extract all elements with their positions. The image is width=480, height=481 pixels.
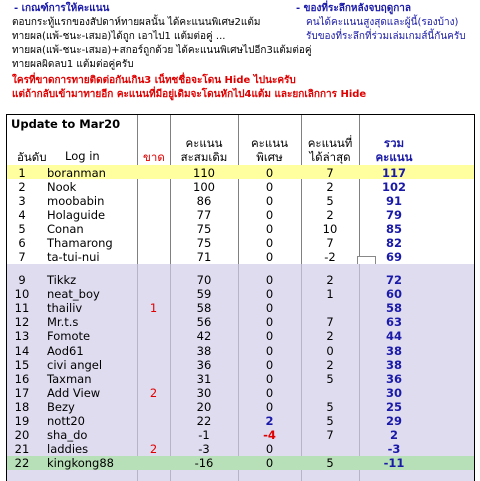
cell-base: -3 — [198, 442, 210, 457]
cell-rank: 10 — [14, 287, 30, 302]
cell-best: 5 — [326, 456, 334, 471]
cell-login: neat_boy — [47, 287, 100, 302]
cell-login: moobabin — [47, 194, 105, 208]
cell-base: 77 — [196, 208, 212, 222]
cell-base: 110 — [193, 166, 215, 180]
cell-total: 72 — [385, 273, 402, 287]
souvenir-line: คนได้คะแนนสูงสุดและผู้นี้(รองบ้าง) — [306, 17, 459, 28]
cell-total: 44 — [385, 329, 402, 344]
cell-best: 5 — [326, 414, 334, 428]
cell-bonus: 0 — [265, 315, 274, 330]
cell-base: 20 — [196, 399, 212, 414]
cell-rank: 3 — [18, 194, 26, 208]
criteria-line: ทายผล(แพ้-ชนะ-เสมอ)ได้ถูก เอาไป1 แต้มต่อคู่ ... — [12, 31, 226, 42]
cell-base: 71 — [196, 250, 212, 264]
cell-rank: 1 — [18, 166, 26, 180]
cell-rank: 4 — [18, 208, 26, 222]
cell-total: 82 — [385, 236, 402, 250]
cell-rank: 12 — [14, 315, 30, 330]
cell-total: 79 — [385, 208, 402, 222]
criteria-line: ทายผล(แพ้-ชนะ-เสมอ)+สกอร์ถูกด้วย ได้คะแนนพิเศษไปอีก3แต้มต่อคู่ — [12, 45, 312, 56]
cell-login: Add View — [47, 385, 101, 400]
cell-best: 7 — [326, 166, 334, 180]
cell-login: ta-tui-nui — [47, 250, 100, 264]
cell-total: 36 — [385, 371, 402, 386]
score-table-top — [6, 114, 475, 266]
cell-rank: 6 — [18, 236, 26, 250]
cell-total: 30 — [385, 385, 402, 400]
cell-rank: 17 — [14, 385, 30, 400]
cell-bonus: 2 — [265, 414, 274, 428]
warning-line: ใครที่ขาดการทายติดต่อกันเกิน3 เน็ทชชื่อจะโดน Hide ไปนะครับ — [12, 75, 296, 86]
header-login: Log in — [65, 149, 100, 163]
cell-total: 38 — [385, 357, 402, 372]
cell-login: laddies — [47, 442, 89, 457]
cell-login: Bezy — [47, 399, 75, 414]
cell-best: 5 — [326, 399, 334, 414]
header-missed: ขาด — [143, 150, 165, 164]
cell-bonus: 0 — [265, 222, 274, 236]
cell-login: thailiv — [47, 301, 83, 316]
header-base-bot: สะสมเดิม — [180, 150, 228, 164]
cell-bonus: 0 — [265, 208, 274, 222]
cell-rank: 9 — [18, 273, 26, 287]
cell-base: 58 — [196, 301, 212, 316]
cell-base: 59 — [196, 287, 212, 302]
header-bonus-top: คะแนน — [250, 136, 288, 150]
cell-bonus: 0 — [265, 385, 274, 400]
cell-total: -3 — [387, 442, 401, 457]
cell-base: 70 — [196, 273, 212, 287]
cell-missed: 1 — [149, 301, 158, 316]
cell-bonus: 0 — [265, 456, 274, 471]
notes-panel — [0, 0, 480, 112]
cell-base: 75 — [196, 236, 212, 250]
cell-rank: 21 — [14, 442, 30, 457]
cell-total: 2 — [389, 428, 398, 443]
cell-bonus: 0 — [265, 236, 274, 250]
cell-rank: 5 — [18, 222, 26, 236]
cell-best: 5 — [326, 371, 334, 386]
cell-bonus: -4 — [263, 428, 276, 443]
cell-base: 42 — [196, 329, 212, 344]
cell-base: 86 — [196, 194, 212, 208]
header-best-bot: ได้ล่าสุด — [309, 150, 351, 164]
cell-total: 25 — [385, 399, 402, 414]
cell-best: 2 — [326, 329, 334, 344]
cell-rank: 11 — [14, 301, 30, 316]
cell-rank: 7 — [18, 250, 26, 264]
cell-best: 1 — [326, 287, 334, 302]
table-title: Update to Mar20 — [11, 117, 121, 131]
cell-rank: 2 — [18, 180, 26, 194]
cell-total: 63 — [385, 315, 402, 330]
cell-bonus: 0 — [265, 371, 274, 386]
cell-best: 2 — [326, 208, 334, 222]
cell-bonus: 0 — [265, 180, 274, 194]
cell-login: Thamarong — [47, 236, 113, 250]
cell-rank: 13 — [14, 329, 30, 344]
cell-base: 56 — [196, 315, 212, 330]
cell-base: -1 — [198, 428, 210, 443]
cell-bonus: 0 — [265, 343, 274, 358]
cell-login: Taxman — [47, 371, 92, 386]
header-best-top: คะแนนที่ — [307, 136, 353, 150]
cell-bonus: 0 — [265, 273, 274, 287]
criteria-line: ทายผลผิดลบ1 แต้มต่อคู่ครับ — [12, 59, 134, 70]
cell-total: 38 — [385, 343, 402, 358]
cell-total: 85 — [385, 222, 402, 236]
cell-bonus: 0 — [265, 329, 274, 344]
cell-login: civi angel — [47, 357, 103, 372]
cell-total: 91 — [385, 194, 402, 208]
cell-login: Aod61 — [47, 343, 84, 358]
cell-login: Nook — [47, 180, 77, 194]
score-table-bottom — [6, 264, 475, 481]
criteria-header: - เกณฑ์การให้คะแนน — [14, 3, 110, 14]
cell-missed: 2 — [149, 385, 158, 400]
cell-login: Tikkz — [47, 273, 77, 287]
cell-base: 75 — [196, 222, 212, 236]
cell-bonus: 0 — [265, 399, 274, 414]
cell-login: boranman — [47, 166, 106, 180]
cell-bonus: 0 — [265, 357, 274, 372]
cell-bonus: 0 — [265, 194, 274, 208]
cell-rank: 16 — [14, 371, 30, 386]
cell-base: 38 — [196, 343, 212, 358]
cell-best: 2 — [326, 180, 334, 194]
header-bonus-bot: พิเศษ — [256, 150, 283, 164]
header-total-top: รวม — [383, 136, 405, 150]
cell-best: 2 — [326, 273, 334, 287]
cell-total: 60 — [385, 287, 402, 302]
cell-bonus: 0 — [265, 301, 274, 316]
souvenir-header: - ของที่ระลึกหลังจบฤดูกาล — [296, 3, 412, 14]
cell-best: 0 — [326, 343, 334, 358]
cell-total: 58 — [385, 301, 402, 316]
cell-login: Holaguide — [47, 208, 106, 222]
warning-line: แต่ถ้ากลับเข้ามาทายอีก คะแนนที่มีอยู่เดิมจะโดนหักไป4แต้ม และยกเลิกการ Hide — [12, 89, 367, 100]
cell-rank: 15 — [14, 357, 30, 372]
cell-total: 117 — [381, 166, 406, 180]
cell-login: Mr.t.s — [47, 315, 79, 330]
cell-base: -16 — [194, 456, 214, 471]
criteria-line: ตอบกระทู้แรกของสัปดาห์ทายผลนั้น ได้คะแนนพิเศษ2แต้ม — [12, 17, 261, 28]
cell-rank: 22 — [14, 456, 30, 471]
cell-best: 2 — [326, 357, 334, 372]
cell-login: sha_do — [47, 428, 88, 443]
cell-base: 31 — [196, 371, 212, 386]
cell-base: 30 — [196, 385, 212, 400]
cell-base: 100 — [193, 180, 215, 194]
cell-login: Conan — [47, 222, 84, 236]
cell-missed: 2 — [149, 442, 158, 457]
cell-bonus: 0 — [265, 166, 274, 180]
header-total-bot: คะแนน — [375, 150, 413, 164]
cell-best: 7 — [326, 315, 334, 330]
cell-login: nott20 — [47, 414, 85, 428]
header-base-top: คะแนน — [185, 136, 223, 150]
cell-bonus: 0 — [265, 442, 274, 457]
cell-rank: 19 — [14, 414, 30, 428]
cell-login: Fomote — [47, 329, 91, 344]
cell-best: 10 — [322, 222, 338, 236]
cell-bonus: 0 — [265, 250, 274, 264]
cell-base: 22 — [196, 414, 212, 428]
cell-best: 7 — [326, 428, 334, 443]
souvenir-line: รับของที่ระลึกที่ร่วมเล่มเกมส์นี้กันครับ — [306, 31, 466, 42]
cell-total: 69 — [385, 250, 402, 264]
cell-best: 5 — [326, 194, 334, 208]
cell-base: 36 — [196, 357, 212, 372]
cell-bonus: 0 — [265, 287, 274, 302]
cell-rank: 20 — [14, 428, 30, 443]
cell-total: 29 — [385, 414, 402, 428]
cell-login: kingkong88 — [47, 456, 114, 471]
cell-best: 7 — [326, 236, 334, 250]
cell-rank: 14 — [14, 343, 30, 358]
cell-best: -2 — [324, 250, 336, 264]
cell-total: -11 — [383, 456, 405, 471]
cell-total: 102 — [381, 180, 406, 194]
cell-rank: 18 — [14, 399, 30, 414]
header-rank: อันดับ — [17, 150, 47, 164]
